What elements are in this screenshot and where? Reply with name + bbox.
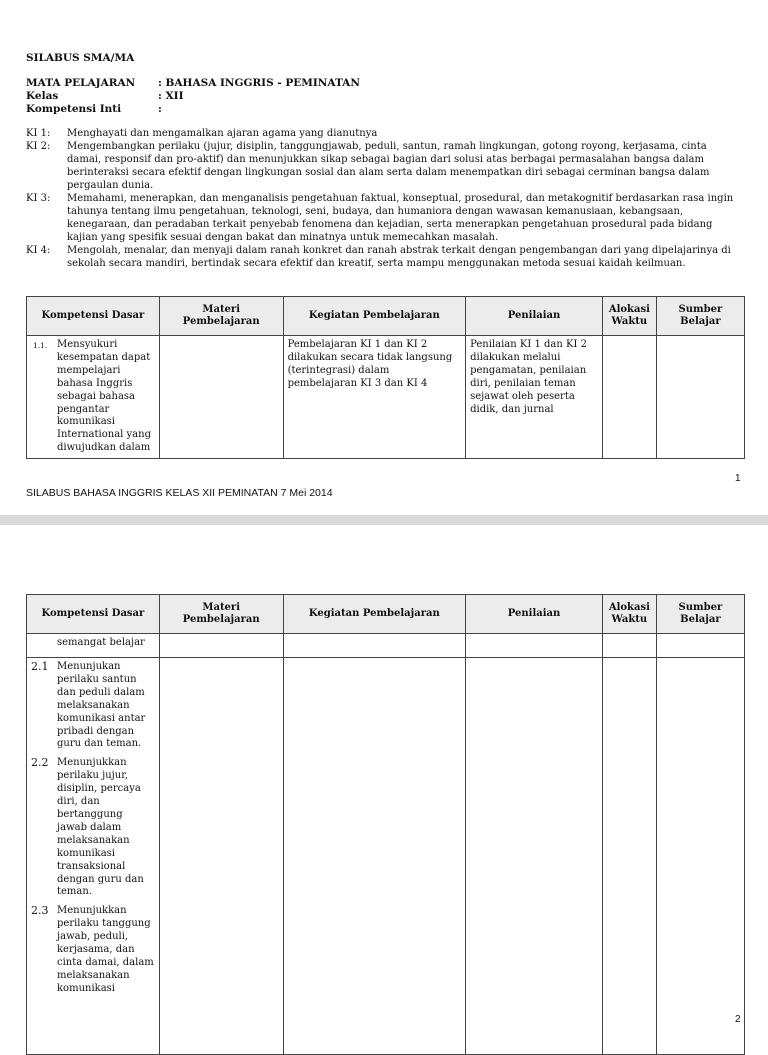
page-number: 2 xyxy=(735,1014,741,1025)
header-sumber: Sumber Belajar xyxy=(656,297,744,336)
kegiatan-cell: Pembelajaran KI 1 dan KI 2 dilakukan secara tidak langsung (terintegrasi) dalam pembelajaran KI 3 dan KI 4 xyxy=(283,336,466,459)
kegiatan-cell xyxy=(283,634,466,658)
penilaian-cell: Penilaian KI 1 dan KI 2 dilakukan melalui pengamatan, penilaian diri, penilaian teman sejawat oleh peserta didik, dan jurnal xyxy=(466,336,603,459)
header-penilaian: Penilaian xyxy=(466,297,603,336)
materi-cell xyxy=(159,634,283,658)
header-materi: Materi Pembelajaran xyxy=(159,297,283,336)
penilaian-cell xyxy=(466,634,603,658)
kd-number: 1.1. xyxy=(33,341,48,350)
ki-label: KI 4: xyxy=(26,245,51,256)
kd-item-2-2 xyxy=(31,757,155,899)
ki-text: Menghayati dan mengamalkan ajaran agama yang dianutnya xyxy=(67,128,378,139)
alokasi-cell xyxy=(603,658,657,1055)
kd-number: 2.1 xyxy=(31,660,49,673)
page-footer: SILABUS BAHASA INGGRIS KELAS XII PEMINATAN 7 Mei 2014 xyxy=(26,487,333,499)
meta-value: : BAHASA INGGRIS - PEMINATAN xyxy=(158,77,360,89)
meta-label: Kompetensi Inti xyxy=(26,103,122,115)
meta-label: Kelas xyxy=(26,90,59,102)
page-1 xyxy=(0,0,768,515)
sumber-cell xyxy=(656,634,744,658)
table-header-row xyxy=(27,297,745,336)
sumber-cell xyxy=(656,336,744,459)
header-penilaian: Penilaian xyxy=(466,595,603,634)
materi-cell xyxy=(159,336,283,459)
materi-cell xyxy=(159,658,283,1055)
ki-label: KI 3: xyxy=(26,193,51,204)
ki-text: Memahami, menerapkan, dan menganalisis pengetahuan faktual, konseptual, prosedural, dan metakognitif berdasarkan rasa ingin tahunya tentang ilmu pengetahuan, teknologi, seni, budaya, dan humaniora dengan wawasan kemanusiaan, kebangsaan, kenegaraan, dan peradaban terkait penyebab fenomena dan kejadian, serta menerapkan pengetahuan prosedural pada bidang kajian yang spesifik sesuai dengan bakat dan minatnya untuk memecahkan masalah. xyxy=(67,193,734,243)
kd-text: Menunjukkan perilaku tanggung jawab, peduli, kerjasama, dan cinta damai, dalam melaksanakan komunikasi xyxy=(57,905,154,994)
meta-value: : xyxy=(158,103,162,115)
ki-label: KI 2: xyxy=(26,141,51,152)
kd-number: 2.3 xyxy=(31,904,49,918)
ki-text: Mengembangkan perilaku (jujur, disiplin, tanggungjawab, peduli, santun, ramah lingkungan, gotong royong, kerjasama, cinta damai, responsif dan pro-aktif) dan menunjukkan sikap sebagai bagian dari solusi atas berbagai permasalahan bangsa dalam berinteraksi secara efektif dengan lingkungan sosial dan alam serta dalam menempatkan diri sebagai cerminan bangsa dalam pergaulan dunia. xyxy=(67,141,710,191)
document-title: SILABUS SMA/MA xyxy=(26,52,135,64)
kd-item-2-3 xyxy=(31,905,155,995)
kd-cell xyxy=(27,336,160,459)
syllabus-table-page-1 xyxy=(26,296,745,459)
table-row xyxy=(27,658,745,1055)
sumber-cell xyxy=(656,658,744,1055)
header-kegiatan: Kegiatan Pembelajaran xyxy=(283,595,466,634)
header-materi: Materi Pembelajaran xyxy=(159,595,283,634)
page-separator xyxy=(0,515,768,525)
header-kompetensi-dasar: Kompetensi Dasar xyxy=(27,297,160,336)
alokasi-cell xyxy=(603,634,657,658)
syllabus-table-page-2 xyxy=(26,594,745,1055)
page-number: 1 xyxy=(735,473,741,484)
table-row xyxy=(27,634,745,658)
meta-label: MATA PELAJARAN xyxy=(26,77,136,89)
kd-continuation-cell: semangat belajar xyxy=(27,634,160,658)
kegiatan-cell xyxy=(283,658,466,1055)
header-kegiatan: Kegiatan Pembelajaran xyxy=(283,297,466,336)
kd-text: Mensyukuri kesempatan dapat mempelajari bahasa Inggris sebagai bahasa pengantar komunikasi International yang diwujudkan dalam xyxy=(57,339,151,454)
meta-value: : XII xyxy=(158,90,184,102)
header-sumber: Sumber Belajar xyxy=(656,595,744,634)
kd-cell xyxy=(27,658,160,1055)
penilaian-cell xyxy=(466,658,603,1055)
kd-text: Menunjukkan perilaku jujur, disiplin, percaya diri, dan bertanggung jawab dalam melaksanakan komunikasi transaksional dengan guru dan teman. xyxy=(57,757,144,898)
header-alokasi: Alokasi Waktu xyxy=(603,595,657,634)
header-kompetensi-dasar: Kompetensi Dasar xyxy=(27,595,160,634)
kd-item-2-1 xyxy=(31,661,155,751)
kd-number: 2.2 xyxy=(31,756,49,770)
table-header-row xyxy=(27,595,745,634)
table-row xyxy=(27,336,745,459)
page-2 xyxy=(0,525,768,1024)
ki-label: KI 1: xyxy=(26,128,51,139)
alokasi-cell xyxy=(603,336,657,459)
header-alokasi: Alokasi Waktu xyxy=(603,297,657,336)
kd-text: Menunjukan perilaku santun dan peduli dalam melaksanakan komunikasi antar pribadi dengan guru dan teman. xyxy=(57,661,146,750)
ki-text: Mengolah, menalar, dan menyaji dalam ranah konkret dan ranah abstrak terkait dengan pengembangan dari yang dipelajarinya di sekolah secara mandiri, bertindak secara efektif dan kreatif, serta mampu menggunakan metoda sesuai kaidah keilmuan. xyxy=(67,245,731,269)
